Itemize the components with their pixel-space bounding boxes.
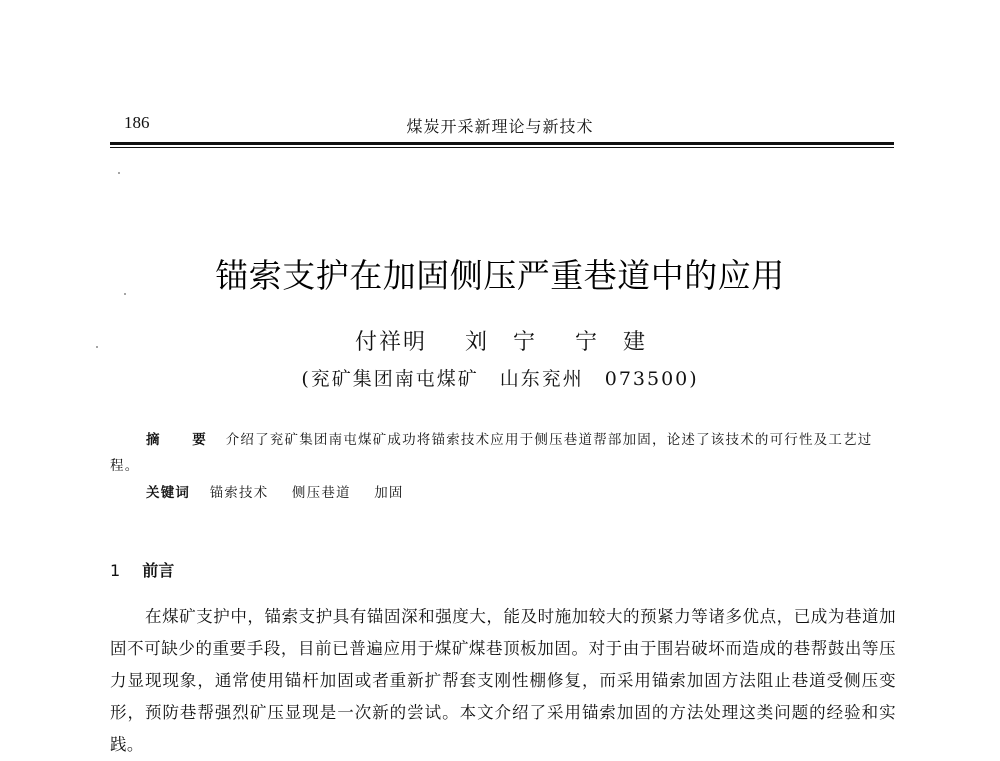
author-list bbox=[355, 325, 647, 356]
keywords-label: 关键词 bbox=[146, 485, 191, 501]
header-rule-thin bbox=[110, 147, 894, 148]
paper-title: 锚索支护在加固侧压严重巷道中的应用 bbox=[215, 256, 785, 295]
running-head: 煤炭开采新理论与新技术 bbox=[406, 117, 594, 136]
scan-speck bbox=[96, 346, 98, 348]
affiliation: (兖矿集团南屯煤矿 山东兖州 073500) bbox=[301, 368, 699, 390]
author-name: 付祥明 bbox=[355, 330, 428, 355]
page-number: 186 bbox=[124, 113, 150, 132]
body-paragraph: 在煤矿支护中，锚索支护具有锚固深和强度大，能及时施加较大的预紧力等诸多优点，已成为巷道加固不可缺少的重要手段，目前已普遍应用于煤矿煤巷顶板加固。对于由于围岩破坏而造成的巷帮鼓出等压力显现现象，通常使用锚杆加固或者重新扩帮套支刚性棚修复，而采用锚索加固方法阻止巷道受侧压变形，预防巷帮强烈矿压显现是一次新的尝试。本文介绍了采用锚索加固的方法处理这类问题的经验和实践。 bbox=[110, 607, 896, 754]
keywords bbox=[146, 481, 422, 501]
section-title: 前言 bbox=[142, 561, 175, 580]
section-heading bbox=[110, 558, 174, 581]
section-number: 1 bbox=[110, 561, 121, 580]
author-name: 宁 建 bbox=[575, 330, 648, 355]
keyword: 加固 bbox=[374, 485, 404, 501]
keyword: 侧压巷道 bbox=[291, 485, 351, 501]
abstract-text: 介绍了兖矿集团南屯煤矿成功将锚索技术应用于侧压巷道帮部加固，论述了该技术的可行性及工艺过程。 bbox=[110, 432, 873, 474]
abstract bbox=[110, 427, 896, 479]
author-name: 刘 宁 bbox=[465, 330, 538, 355]
abstract-label: 摘 要 bbox=[146, 432, 220, 448]
keyword: 锚索技术 bbox=[209, 485, 269, 501]
header-rule-thick bbox=[110, 142, 894, 145]
scan-speck bbox=[118, 172, 120, 174]
